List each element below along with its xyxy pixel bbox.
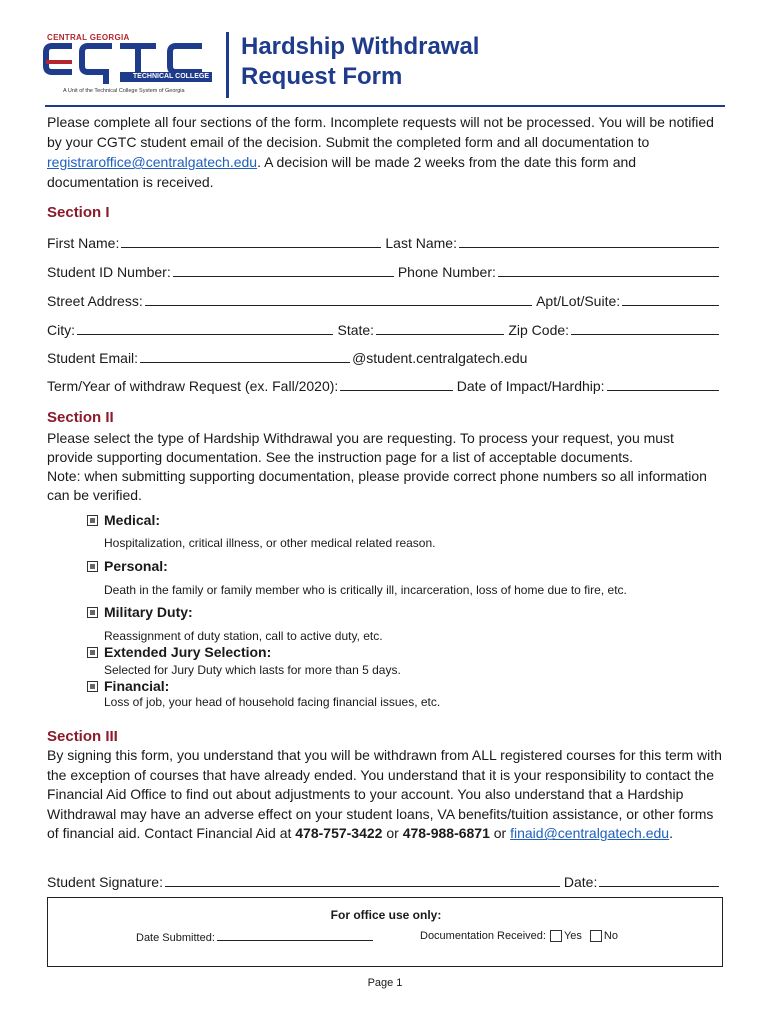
city-field[interactable] (77, 321, 333, 335)
option-desc: Loss of job, your head of household facing financial issues, etc. (104, 695, 441, 709)
term-label: Term/Year of withdraw Request (ex. Fall/2020): (47, 378, 339, 394)
option-desc: Selected for Jury Duty which lasts for more than 5 days. (104, 663, 401, 677)
no-checkbox[interactable] (590, 930, 602, 942)
yes-label: Yes (563, 930, 582, 942)
section-2-text: Please select the type of Hardship Withdrawal you are requesting. To process your request, you must provide supporting documentation. See the instruction page for a list of acceptable documents. (47, 430, 674, 465)
impact-date-field[interactable] (607, 377, 719, 391)
state-label: State: (337, 322, 375, 338)
option-desc: Reassignment of duty station, call to active duty, etc. (104, 629, 383, 643)
section-2-note: Note: when submitting supporting documentation, please provide correct phone numbers so all information can be verified. (47, 468, 707, 503)
option-military[interactable] (87, 604, 193, 620)
student-id-label: Student ID Number: (47, 264, 171, 280)
doc-received-label: Documentation Received: (420, 930, 546, 942)
logo-tagline: A Unit of the Technical College System of Georgia (63, 88, 185, 94)
street-label: Street Address: (47, 293, 143, 309)
date-submitted-label: Date Submitted: (136, 932, 215, 944)
logo-top-text: CENTRAL GEORGIA (47, 33, 130, 42)
page-number: Page 1 (367, 977, 403, 989)
military-checkbox[interactable] (87, 607, 98, 618)
option-medical[interactable] (87, 512, 160, 528)
personal-checkbox[interactable] (87, 561, 98, 572)
yes-checkbox[interactable] (550, 930, 562, 942)
finaid-email-link[interactable]: finaid@centralgatech.edu (510, 825, 670, 842)
option-title: Financial: (104, 678, 170, 694)
option-title: Military Duty: (104, 604, 193, 620)
last-name-label: Last Name: (385, 235, 457, 251)
signature-label: Student Signature: (47, 874, 163, 890)
jury-checkbox[interactable] (87, 647, 98, 658)
doc-received-group (420, 930, 618, 942)
registrar-email-link[interactable]: registraroffice@centralgatech.edu (47, 154, 258, 170)
section-3-body: By signing this form, you understand that you will be withdrawn from ALL registered courses for this term with the exception of courses that have already ended. You understand that it is your responsibility to contact the Financial Aid Office to find out about adjustments to your account. You also understand that a Hardship Withdrawal may have an adverse effect on your student loans, VA benefits/tuition assistance, or other forms of financial aid. Contact Financial Aid at (47, 747, 722, 842)
city-row (47, 318, 723, 338)
option-personal[interactable] (87, 558, 168, 574)
or-text: or (382, 825, 403, 842)
last-name-field[interactable] (459, 234, 719, 248)
header-divider (226, 32, 229, 98)
intro-text-1: Please complete all four sections of the form. Incomplete requests will not be processed. You will be notified by your CGTC student email of the decision. Submit the completed form and all documentation to (47, 114, 714, 150)
or-text: or (489, 825, 511, 842)
apt-label: Apt/Lot/Suite: (536, 293, 621, 309)
section-1-heading: Section I (47, 204, 110, 221)
no-label: No (603, 930, 618, 942)
id-phone-row (47, 260, 723, 280)
intro-text-2: . A decision will be made 2 weeks from the date this form and documentation is received. (47, 154, 637, 190)
title-line-2: Request Form (241, 63, 403, 90)
email-label: Student Email: (47, 350, 139, 366)
student-id-field[interactable] (173, 263, 394, 277)
logo-college-bar: TECHNICAL COLLEGE (120, 72, 212, 82)
date-label: Date: (563, 874, 598, 890)
signature-field[interactable] (165, 873, 560, 887)
option-title: Extended Jury Selection: (104, 644, 272, 660)
section-2-heading: Section II (47, 409, 114, 426)
page-title (241, 32, 479, 92)
financial-aid-phone-1: 478-757-3422 (295, 825, 383, 842)
name-row (47, 231, 723, 251)
street-field[interactable] (145, 292, 532, 306)
city-label: City: (47, 322, 75, 338)
email-domain: @student.centralgatech.edu (352, 350, 528, 366)
zip-field[interactable] (571, 321, 719, 335)
header-rule (45, 105, 725, 107)
state-field[interactable] (376, 321, 504, 335)
term-row (47, 374, 723, 394)
intro-paragraph (47, 112, 722, 192)
period: . (669, 825, 673, 842)
phone-field[interactable] (498, 263, 719, 277)
impact-label: Date of Impact/Hardhip: (456, 378, 605, 394)
signature-date-field[interactable] (599, 873, 719, 887)
first-name-label: First Name: (47, 235, 120, 251)
apt-field[interactable] (622, 292, 719, 306)
student-email-field[interactable] (140, 349, 350, 363)
option-desc: Hospitalization, critical illness, or other medical related reason. (104, 536, 436, 550)
medical-checkbox[interactable] (87, 515, 98, 526)
section-3-text (47, 746, 722, 844)
zip-label: Zip Code: (508, 322, 570, 338)
date-submitted-group (136, 930, 375, 944)
option-jury[interactable] (87, 644, 271, 660)
section-3-heading: Section III (47, 728, 118, 745)
term-field[interactable] (340, 377, 452, 391)
email-row (47, 346, 723, 366)
option-financial[interactable] (87, 678, 169, 694)
office-use-box (47, 897, 723, 967)
option-title: Medical: (104, 512, 161, 528)
phone-label: Phone Number: (397, 264, 496, 280)
title-line-1: Hardship Withdrawal (241, 33, 480, 60)
financial-aid-phone-2: 478-988-6871 (402, 825, 490, 842)
financial-checkbox[interactable] (87, 681, 98, 692)
date-submitted-field[interactable] (217, 930, 373, 941)
signature-row (47, 870, 723, 890)
address-row (47, 289, 723, 309)
option-desc: Death in the family or family member who is critically ill, incarceration, loss of home due to fire, etc. (104, 583, 627, 597)
first-name-field[interactable] (121, 234, 381, 248)
option-title: Personal: (104, 558, 168, 574)
office-title: For office use only: (330, 908, 442, 922)
